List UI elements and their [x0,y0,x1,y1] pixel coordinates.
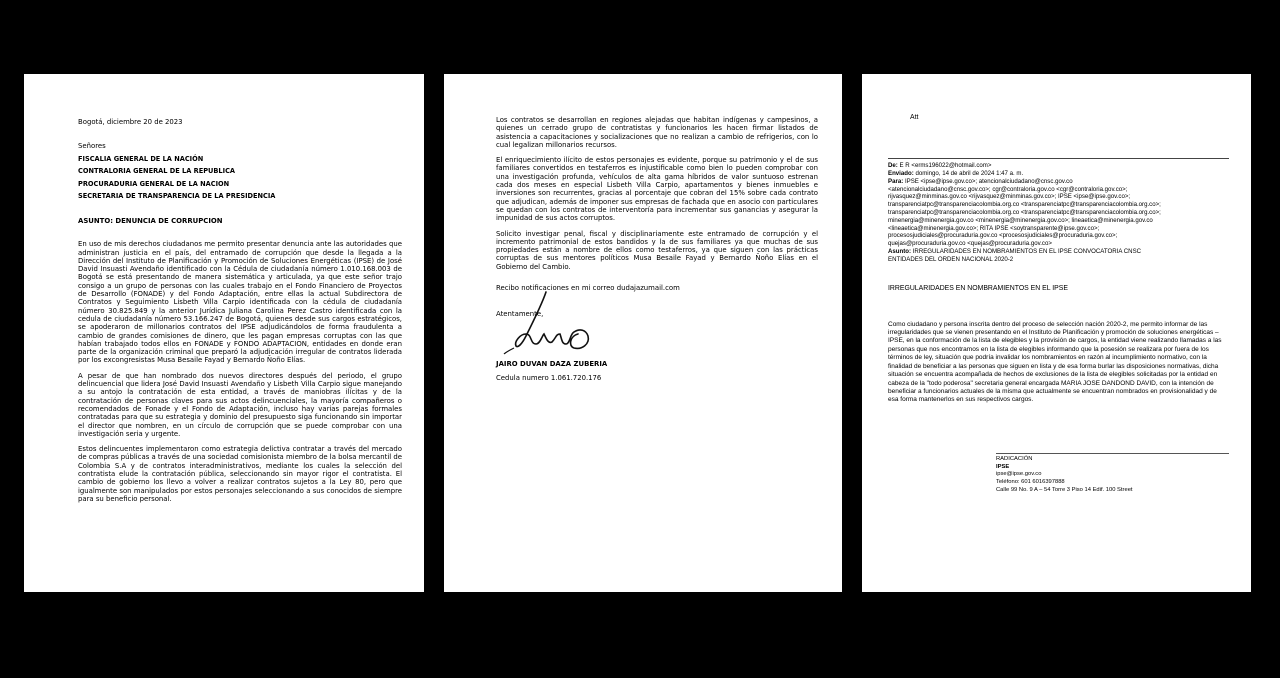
email-page [862,74,1251,592]
paragraph: En uso de mis derechos ciudadanos me permito presentar denuncia ante las autoridades que administran justicia en el país, del entramado de corrupción que desde la llegada a la Dirección del Instituto de Planificación y Promoción de Soluciones Energéticas (IPSE) de José David Insuasti Avendaño identificado con la Cédula de ciudadanía número 1.010.168.003 de Bogotá se está presentando de manera sistemática y articulada, ya que este señor trajo consigo a un grupo de personas con las cuales trabajo en el Fondo Financiero de Proyectos de Desarrollo (FONADE) y del Fondo Adaptación, entre ellas la actual Subdirectora de Contratos y Seguimiento Lisbeth Villa Carpio identificada con la cédula de ciudadanía número 30.825.849 y la anterior Jurídica Juliana Carolina Perez Castro identificada con la cedula de ciudadanía número 53.166.247 de Bogotá, quienes desde sus cargos estratégicos, se apoderaron de millonarios contratos del IPSE adjudicándolos de forma fraudulenta a cambio de grandes comisiones de dinero, que les pagan empresas corruptas con las que habían trabajado todos ellos en FONADE y FONDO ADAPTACION, entidades en donde eran parte de la organización criminal que preparó la adjudicación irregular de contratos liderada por los excongresistas Musa Besaile Fayad y Bernardo Ñoño Elías. [78,240,402,365]
addressee: FISCALIA GENERAL DE LA NACIÓN [78,154,204,163]
from-label: De: [888,162,898,170]
to-line: <lineaetica@minenergia.gov.co>; RITA IPSE <soytransparente@ipse.gov.co>; [888,224,1100,232]
footer-org: IPSE [996,463,1010,470]
addressee-list [78,155,402,201]
paragraph: A pesar de que han nombrado dos nuevos directores después del periodo, el grupo delincuencial que lidera José David Insuasti Avendaño y Lisbeth Villa Carpio sigue manejando a su antojo la contratación de esta entidad, a través de maniobras ilícitas y de la contratación de personas claves para sus actos delincuenciales, la mayoría compañeros o recomendados de Fonade y el Fondo de Adaptación, incluso hay varias parejas formales contratadas para que su estrategia y dominio del presupuesto siga funcionando sin importar el director que nombren, en un círculo de corrupción que se puede comprobar con una investigación seria y urgente. [78,371,402,438]
email-body: Como ciudadano y persona inscrita dentro del proceso de selección nación 2020-2, me permito informar de las irregularidades que se vienen presentando en el Instituto de Planificación y promoción de soluciones energéticas – IPSE, en la conformación de la lista de elegibles y la provisión de cargos, la entidad viene realizando llamadas a las personas que nos encontramos en la lista de elegibles informando que la posesión se realizara por fuera de los términos de ley, situación que podría invalidar los nombramientos en razón al incumplimiento normativo, con la finalidad de beneficiar a las personas que siguen en lista y de esa forma burlar las disposiciones normativas, dicha situación se encuentra acompañada de hechos de exclusiones de la lista de elegibles solicitadas por la entidad en cabeza de la "todo poderosa" secretaria general encargada MARIA JOSE DANDOND DAVID, con la intención de beneficiar a funcionarios actuales de la misma que actualmente se encuentran nombrados en provisionalidad y de esa forma mantenerlos en sus respectivos cargos. [888,320,1222,404]
to-line: minenergia@minenergia.gov.co <minenergia@minenergia.gov.co>; lineaetica@minenergia.gov.co [888,216,1153,224]
addressee: CONTRALORIA GENERAL DE LA REPUBLICA [78,167,236,176]
paragraph: Estos delincuentes implementaron como estrategia delictiva contratar a través del mercado de compras públicas a través de una sociedad comisionista miembro de la bolsa mercantil de Colombia S.A y de contratos interadministrativos, mediante los cuales la selección del contratista elude la contratación pública, seleccionando sin mayor rigor el contratista. El cambio de gobierno los llevo a volver a realizar contratos sujetos a la Ley 80, pero que igualmente son manipulados por estos personajes seleccionando a sus conocidos de siempre para su beneficio personal. [78,445,402,503]
to-line: IPSE <ipse@ipse.gov.co>; atencionalciudadano@cnsc.gov.co [904,177,1073,185]
to-line: <atencionalciudadano@cnsc.gov.co>; cgr@contraloria.gov.co <cgr@contraloria.gov.co>; [888,185,1128,193]
signature-block [496,298,818,360]
closing-text: Atentamente, [496,310,544,319]
footer-radicacion: RADICACIÓN [996,455,1033,462]
footer-divider [996,453,1229,454]
to-line: transparenciatpc@transparenciacolombia.org.co <transparenciatpc@transparenciacolombia.org.co>; [888,209,1161,217]
to-line: transparenciatpc@transparenciacolombia.org.co <transparenciatpc@transparenciacolombia.org.co>; [888,201,1161,209]
subject-label: Asunto: [888,248,912,256]
salutation: Señores [78,142,106,151]
letter-page-2 [444,74,842,592]
handwritten-signature [496,290,616,362]
subject-line: ENTIDADES DEL ORDEN NACIONAL 2020-2 [888,255,1014,263]
paragraph: Los contratos se desarrollan en regiones alejadas que habitan indígenas y campesinos, a quienes un cerrado grupo de contratistas y funcionarios les hacen firmar listados de asistencia a capacitaciones y socializaciones que no realizan a cambio de refrigerios, con lo cual legalizan millonarios recursos. [496,116,818,149]
letter-subject: ASUNTO: DENUNCIA DE CORRUPCION [78,216,223,225]
to-line: quejas@procuraduria.gov.co <quejas@procuraduria.gov.co> [888,240,1052,248]
letter-page-1 [24,74,424,592]
notification-email: Recibo notificaciones en mi correo dudajazumail.com [496,284,680,293]
signer-id: Cedula numero 1.061.720.176 [496,373,602,382]
paragraph: El enriquecimiento ilícito de estos personajes es evidente, porque su patrimonio y el de sus familiares convertidos en testaferros es injustificable como bien lo pueden comprobar con una investigación profunda, vehículos de alta gama híbridos de valor suntuoso estrenan cada dos meses en especial Lisbeth Villa Carpio, apartamentos y bienes inmuebles e inversiones son recurrentes, gracias al porcentaje que cobran del 15% sobre cada contrato que adjudican, además de imponer sus empresas de fachada que en asocio con particulares se quedan con los contratos de interventoría para incrementar sus ganancias y asegurar la impunidad de sus actos corruptos. [496,156,818,223]
signer-name: JAIRO DUVAN DAZA ZUBERIA [496,360,608,369]
email-header [888,162,1229,263]
att-text: Att [910,114,919,121]
footer-email: ipse@ipse.gov.co [996,471,1042,478]
addressee: SECRETARIA DE TRANSPARENCIA DE LA PRESIDENCIA [78,192,276,201]
email-divider [888,158,1229,159]
paragraph: Solicito investigar penal, fiscal y disciplinariamente este entramado de corrupción y el incremento patrimonial de estos bandidos y la de sus familiares ya que muchas de sus propiedades están a nombre de ellos como testaferros, ya que siguen con las prácticas corruptas de sus mentores políticos Musa Besaile Fayad y Bernardo Ñoño Elías en el Gobierno del Cambio. [496,229,818,271]
subject-line: IRREGULARIDADES EN NOMBRAMIENTOS EN EL IPSE CONVOCATORIA CNSC [912,248,1142,256]
email-footer [996,453,1229,495]
addressee: PROCURADURIA GENERAL DE LA NACION [78,179,230,188]
sent-label: Enviado: [888,170,914,178]
to-label: Para: [888,177,904,185]
from-value: E R <erms196022@hotmail.com> [899,162,992,170]
email-heading: IRREGULARIDADES EN NOMBRAMIENTOS EN EL IPSE [888,284,1068,292]
letter-date: Bogotá, diciembre 20 de 2023 [78,118,183,126]
footer-phone: Teléfono: 601 6016397888 [996,479,1065,486]
to-line: procesosjudiciales@procuraduria.gov.co <procesosjudiciales@procuraduria.gov.co>; [888,232,1118,240]
to-line: rijvasquez@minminas.gov.co <rijvasquez@minminas.gov.co>; IPSE <ipse@ipse.gov.co>; [888,193,1131,201]
sent-value: domingo, 14 de abril de 2024 1:47 a. m. [915,170,1024,178]
footer-address: Calle 99 No. 9 A – 54 Torre 3 Piso 14 Edif. 100 Street [996,486,1133,493]
